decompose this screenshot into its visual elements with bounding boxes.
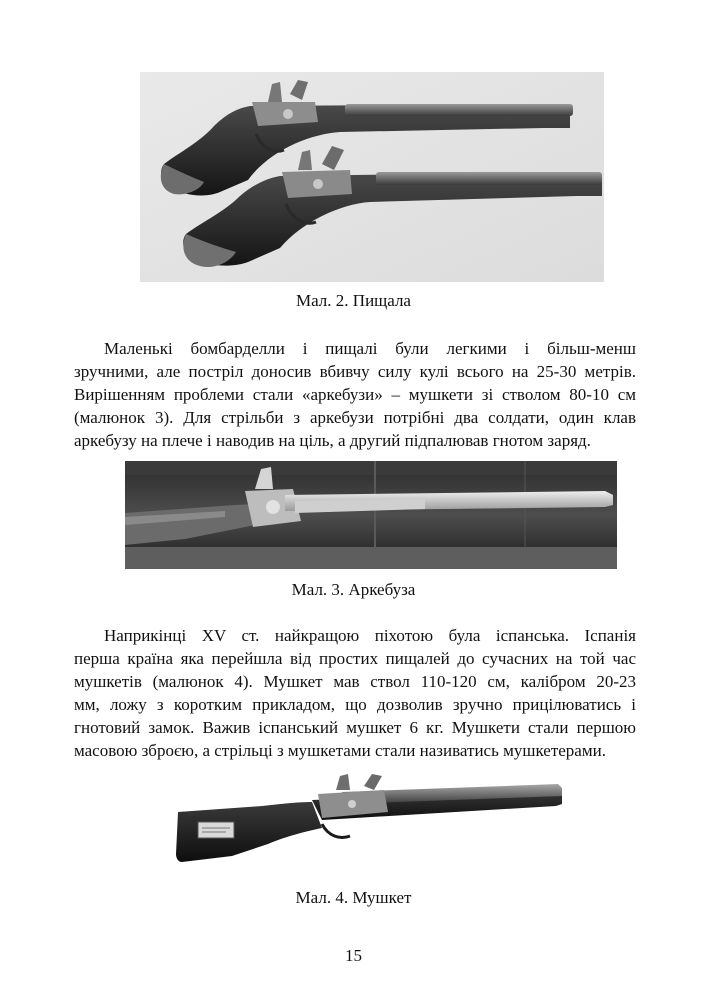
text-line: гнотовий замок. Важив іспанський мушкет 6 кг. Мушкети стали першою [74, 718, 636, 737]
text-line: мм, ложу з коротким прикладом, що дозволив зручно прицілюватись і [74, 695, 636, 714]
figure-caption: Мал. 2. Пищала [296, 291, 411, 310]
text-line: (малюнок 3). Для стрільби з аркебузи потрібні два солдати, один клав [74, 408, 636, 427]
text-line: аркебузу на плече і наводив на ціль, а другий підпалював гнотом заряд. [74, 431, 591, 450]
text-line: мушкетів (малюнок 4). Мушкет мав ствол 110-120 см, калібром 20-23 [74, 672, 636, 691]
text-line: Маленькі бомбарделли і пищалі були легкими і більш-менш [104, 339, 636, 358]
figure-caption: Мал. 3. Аркебуза [291, 580, 416, 599]
text-line: Наприкінці XV ст. найкращою піхотою була іспанська. Іспанія [104, 626, 636, 645]
figure-caption: Мал. 4. Мушкет [295, 888, 412, 907]
body-paragraph [74, 337, 636, 452]
text-line: масовою зброєю, а стрільці з мушкетами стали називатись мушкетерами. [74, 741, 606, 760]
text-line: зручними, але постріл доносив вбивчу силу кулі всього на 25-30 метрів. [74, 362, 636, 381]
page-number: 15 [345, 946, 362, 965]
text-line: перша країна яка перейшла від простих пищалей до сучасних на той час [74, 649, 636, 668]
body-paragraph [74, 624, 636, 762]
figure-arquebus-image [125, 461, 617, 569]
text-line: Вирішенням проблеми стали «аркебузи» – мушкети зі стволом 80-10 см [74, 385, 636, 404]
figure-musket-image [172, 772, 564, 864]
figure-pistols-image [140, 72, 604, 282]
